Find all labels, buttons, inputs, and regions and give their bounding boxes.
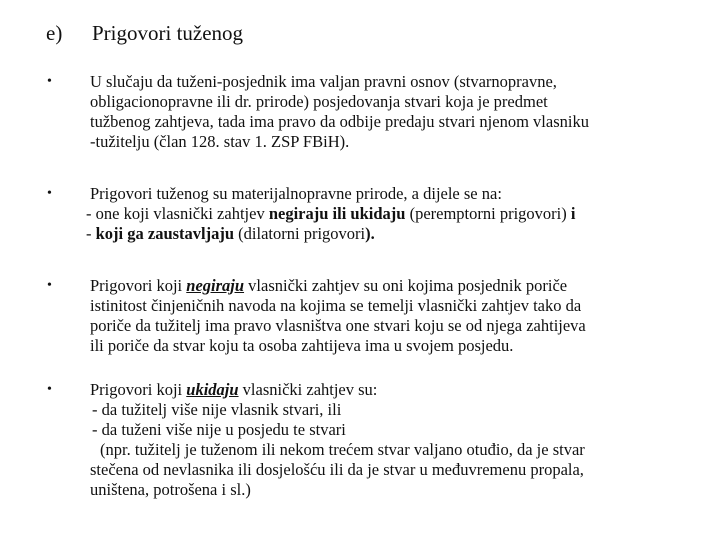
text-run: (dilatorni prigovori <box>234 224 366 243</box>
text-line <box>86 224 700 244</box>
text-line <box>86 204 700 224</box>
text-line: Prigovori tuženog su materijalnopravne prirode, a dijele se na: <box>90 184 502 203</box>
text-run: (peremptorni prigovori) <box>405 204 571 223</box>
text-run: - one koji vlasnički zahtjev <box>86 204 269 223</box>
text-run: Prigovori koji <box>90 380 187 399</box>
text-line: stečena od nevlasnika ili dosjelošću ili da je stvar u međuvremenu propala, <box>90 460 584 479</box>
emphasis-bold: ). <box>365 224 375 243</box>
text-run: vlasnički zahtjev su: <box>238 380 378 399</box>
bullet-dot: • <box>47 186 52 201</box>
text-line <box>90 276 700 296</box>
text-line: -tužitelju (član 128. stav 1. ZSP FBiH). <box>90 132 350 151</box>
text-run: Prigovori koji <box>90 276 187 295</box>
bullet-dot: • <box>47 74 52 89</box>
text-line: - da tuženi više nije u posjedu te stvari <box>92 420 346 439</box>
emphasis-bold: koji ga zaustavljaju <box>95 224 235 243</box>
text-line: istinitost činjeničnih navoda na kojima se temelji vlasnički zahtjev tako da <box>90 296 582 315</box>
bullet-dot: • <box>47 382 52 397</box>
bullet-dot: • <box>47 278 52 293</box>
text-line: ili poriče da stvar koju ta osoba zahtijeva ima u svojem posjedu. <box>90 336 514 355</box>
bullet-text <box>90 72 700 152</box>
text-line: tužbenog zahtjeva, tada ima pravo da odbije predaju stvari njenom vlasniku <box>90 112 589 131</box>
text-line: obligacionopravne ili dr. prirode) posjedovanja stvari koja je predmet <box>90 92 548 111</box>
emphasis-bold: negiraju ili ukidaju <box>268 204 406 223</box>
emphasis-bold: i <box>570 204 576 223</box>
text-line <box>90 380 700 400</box>
text-run: - <box>86 224 96 243</box>
emphasis-bold-italic: ukidaju <box>186 380 239 399</box>
text-line: (npr. tužitelj je tuženom ili nekom trećem stvar valjano otuđio, da je stvar <box>100 440 585 459</box>
text-line: U slučaju da tuženi-posjednik ima valjan pravni osnov (stvarnopravne, <box>90 72 557 91</box>
bullet-text <box>90 276 700 356</box>
text-line: - da tužitelj više nije vlasnik stvari, ili <box>92 400 342 419</box>
section-title: Prigovori tuženog <box>92 21 244 45</box>
emphasis-bold-italic: negiraju <box>186 276 245 295</box>
text-run: vlasnički zahtjev su oni kojima posjednik poriče <box>244 276 568 295</box>
text-line: uništena, potrošena i sl.) <box>90 480 251 499</box>
section-marker: e) <box>46 21 63 45</box>
bullet-text <box>90 380 700 500</box>
bullet-text <box>86 184 700 244</box>
text-line: poriče da tužitelj ima pravo vlasništva one stvari koju se od njega zahtijeva <box>90 316 586 335</box>
